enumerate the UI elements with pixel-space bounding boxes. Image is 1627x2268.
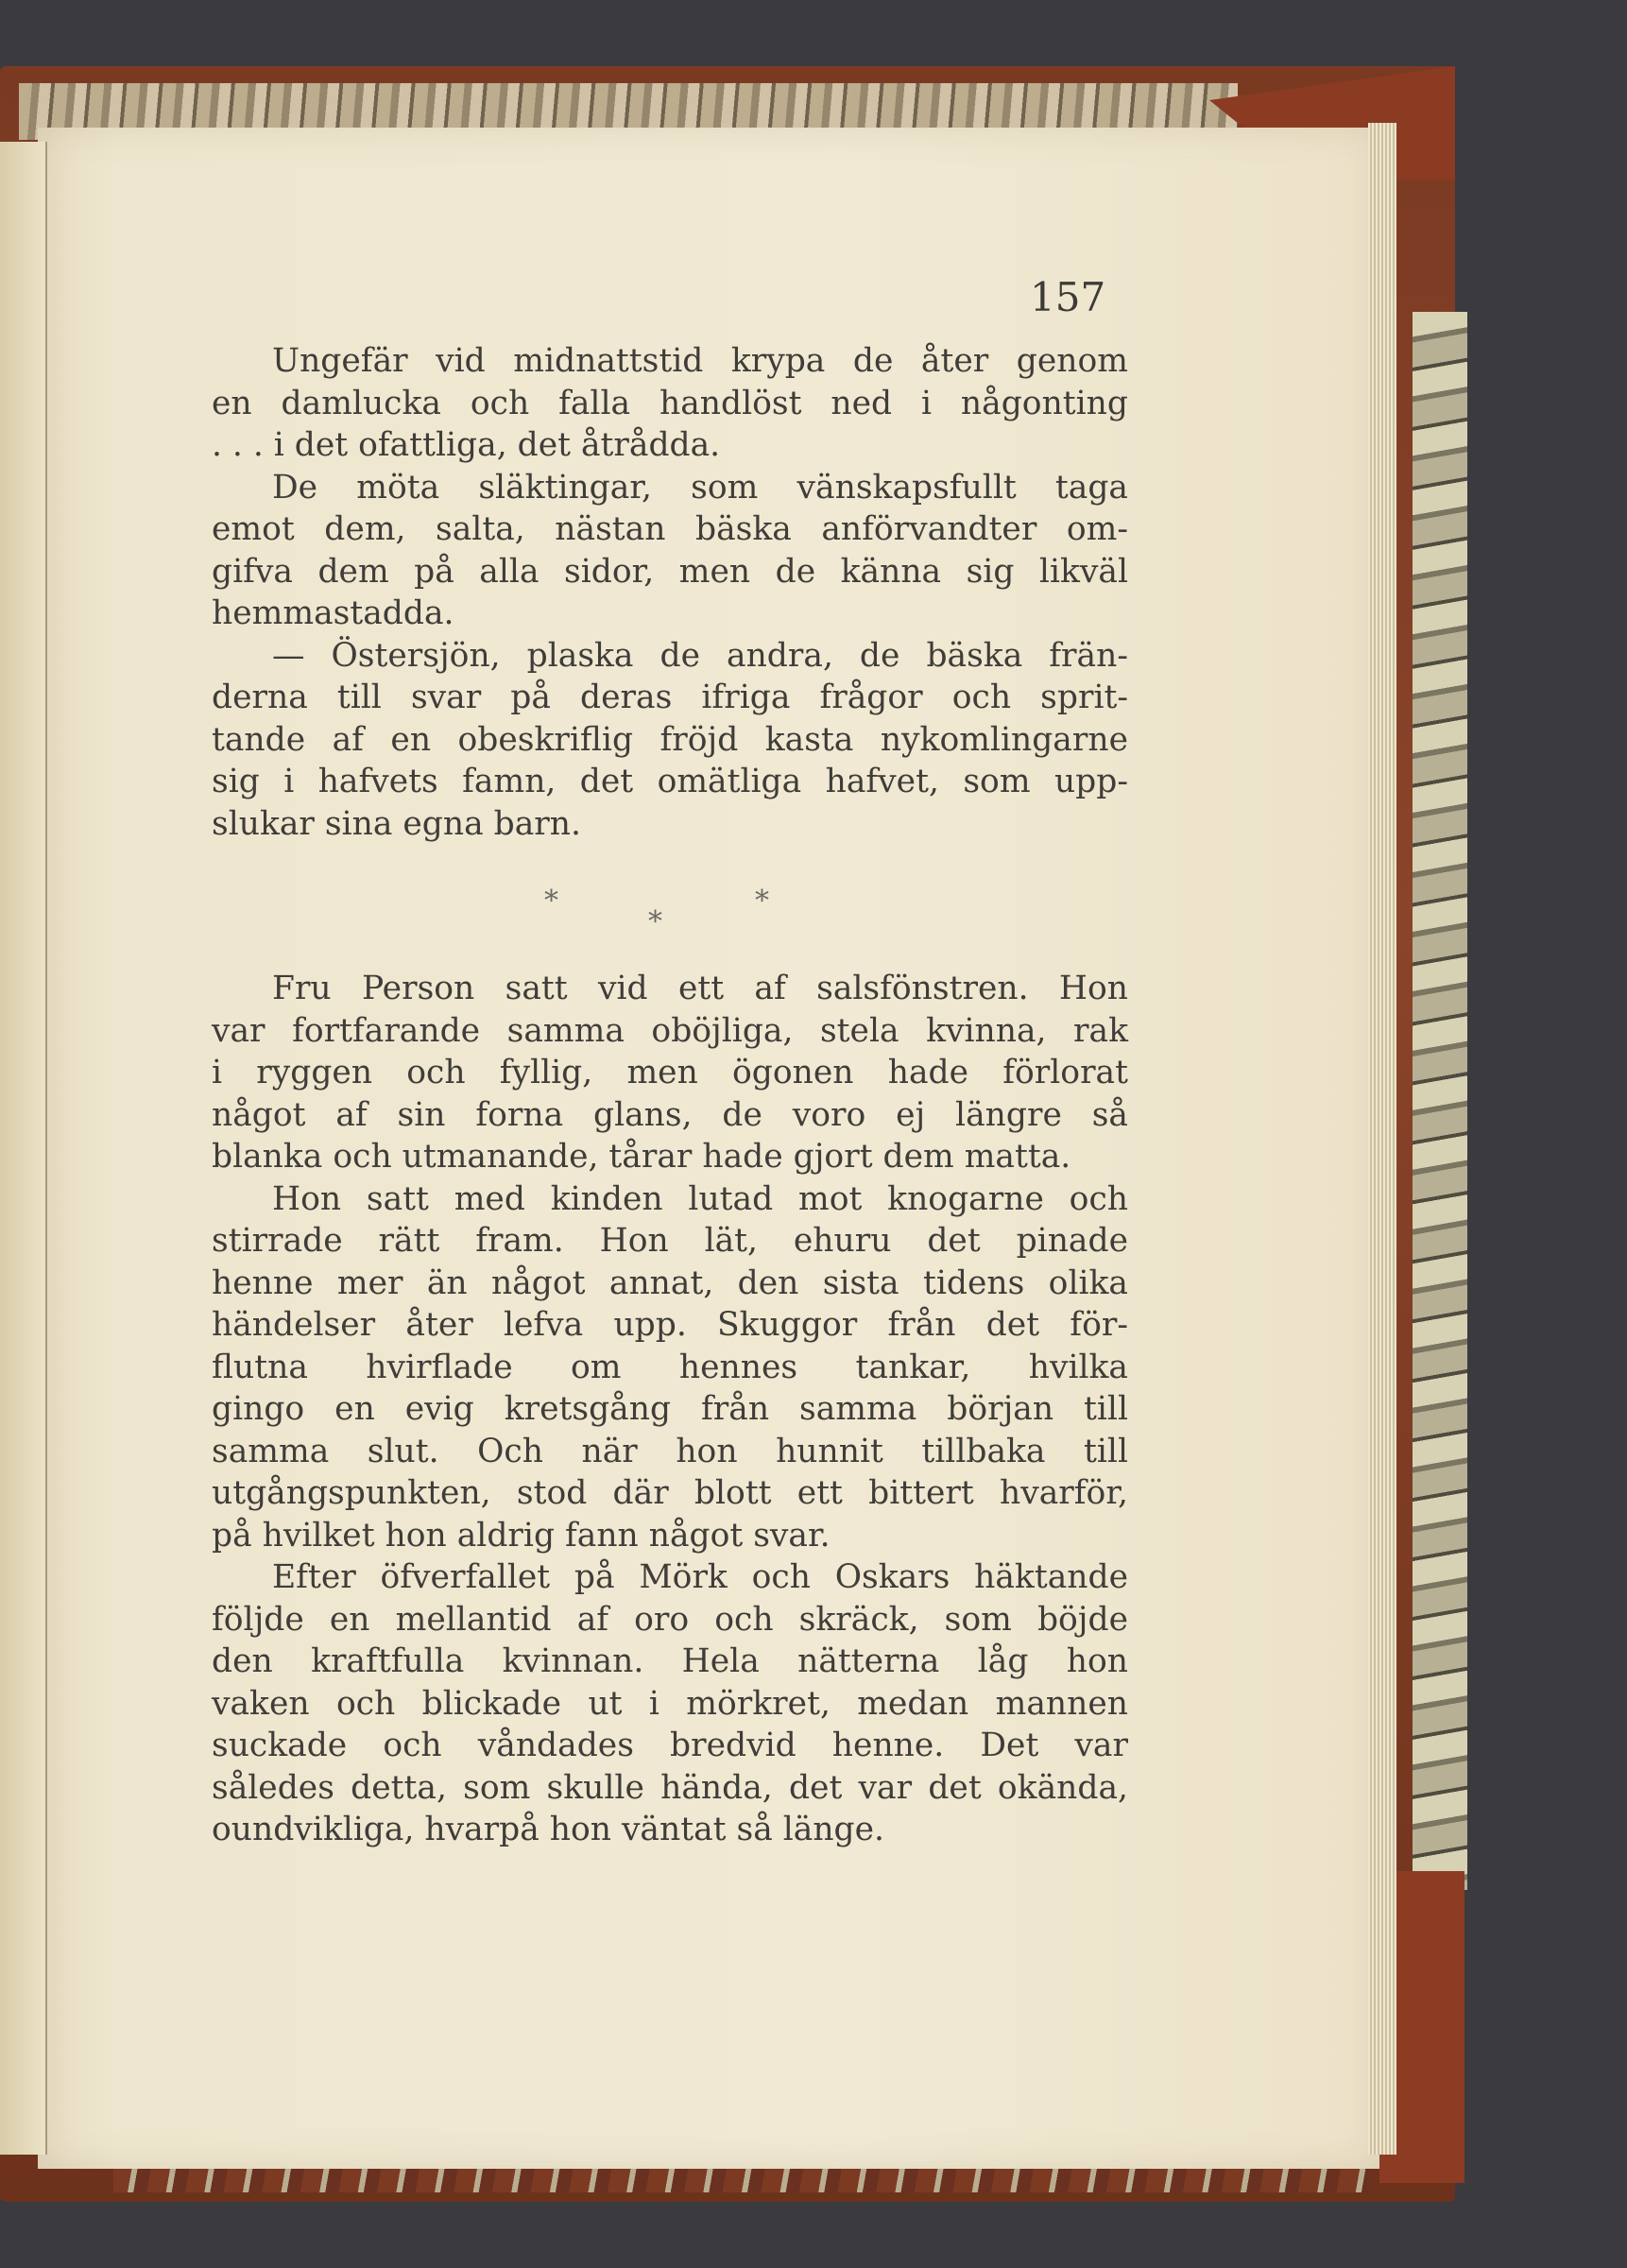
- text-line: i ryggen och fyllig, men ögonen hade förlorat: [212, 1054, 1128, 1091]
- paragraph: [212, 968, 1128, 1178]
- text-line: — Östersjön, plaska de andra, de bäska frän-: [272, 636, 1128, 675]
- paragraph: [212, 1556, 1128, 1851]
- section-separator: [212, 845, 1128, 968]
- text-line: suckade och våndades bredvid henne. Det var: [212, 1727, 1128, 1764]
- text-line: vaken och blickade ut i mörkret, medan mannen: [212, 1684, 1128, 1723]
- text-line: en damlucka och falla handlöst ned i någonting: [212, 384, 1128, 422]
- paragraph: [212, 635, 1128, 846]
- text-line: sig i hafvets famn, det omätliga hafvet, som upp-: [212, 763, 1128, 800]
- text-line: utgångspunkten, stod där blott ett bittert hvarför,: [212, 1474, 1128, 1512]
- text-line: samma slut. Och när hon hunnit tillbaka till: [212, 1432, 1128, 1470]
- separator-asterisk: *: [544, 885, 558, 918]
- text-line: blanka och utmanande, tårar hade gjort dem matta.: [212, 1138, 1071, 1176]
- text-line: De möta släktingar, som vänskapsfullt taga: [272, 468, 1128, 507]
- text-line: händelser åter lefva upp. Skuggor från det för-: [212, 1306, 1128, 1344]
- paragraph: [212, 467, 1128, 635]
- text-line: Hon satt med kinden lutad mot knogarne och: [272, 1179, 1128, 1218]
- separator-asterisk: *: [648, 905, 662, 938]
- paragraph: [212, 1178, 1128, 1557]
- paragraph: [212, 340, 1128, 467]
- text-line: derna till svar på deras ifriga frågor och sprit-: [212, 679, 1128, 716]
- text-line: stirrade rätt fram. Hon lät, ehuru det pinade: [212, 1222, 1128, 1260]
- page-edges: [1368, 123, 1396, 2155]
- text-line: således detta, som skulle hända, det var det okända,: [212, 1768, 1128, 1807]
- text-line: Efter öfverfallet på Mörk och Oskars häktande: [272, 1558, 1128, 1596]
- marbled-edge-right: [1413, 312, 1467, 1890]
- text-line: . . . i det ofattliga, det åtrådda.: [212, 426, 721, 464]
- text-line: var fortfarande samma oböjliga, stela kvinna, rak: [212, 1011, 1128, 1050]
- text-line: flutna hvirflade om hennes tankar, hvilka: [212, 1348, 1128, 1386]
- text-line: oundvikliga, hvarpå hon väntat så länge.: [212, 1811, 885, 1848]
- text-line: emot dem, salta, nästan bäska anförvandter om-: [212, 510, 1128, 548]
- gutter: [0, 142, 47, 2155]
- text-line: gingo en evig kretsgång från samma början till: [212, 1390, 1128, 1428]
- text-line: slukar sina egna barn.: [212, 804, 581, 843]
- text-line: hemmastadda.: [212, 594, 454, 632]
- page-number: 157: [1030, 274, 1106, 320]
- text-line: Ungefär vid midnattstid krypa de åter genom: [272, 342, 1128, 380]
- page-text: [212, 340, 1128, 1851]
- separator-asterisk: *: [755, 885, 769, 918]
- text-line: Fru Person satt vid ett af salsfönstren. Hon: [272, 970, 1128, 1007]
- text-line: på hvilket hon aldrig fann något svar.: [212, 1516, 831, 1555]
- text-line: henne mer än något annat, den sista tidens olika: [212, 1263, 1128, 1302]
- text-line: tande af en obeskriflig fröjd kasta nykomlingarne: [212, 720, 1128, 759]
- text-line: den kraftfulla kvinnan. Hela nätterna låg hon: [212, 1642, 1128, 1680]
- text-line: följde en mellantid af oro och skräck, som böjde: [212, 1600, 1128, 1639]
- text-line: gifva dem på alla sidor, men de känna sig likväl: [212, 552, 1128, 591]
- text-line: något af sin forna glans, de voro ej längre så: [212, 1095, 1128, 1134]
